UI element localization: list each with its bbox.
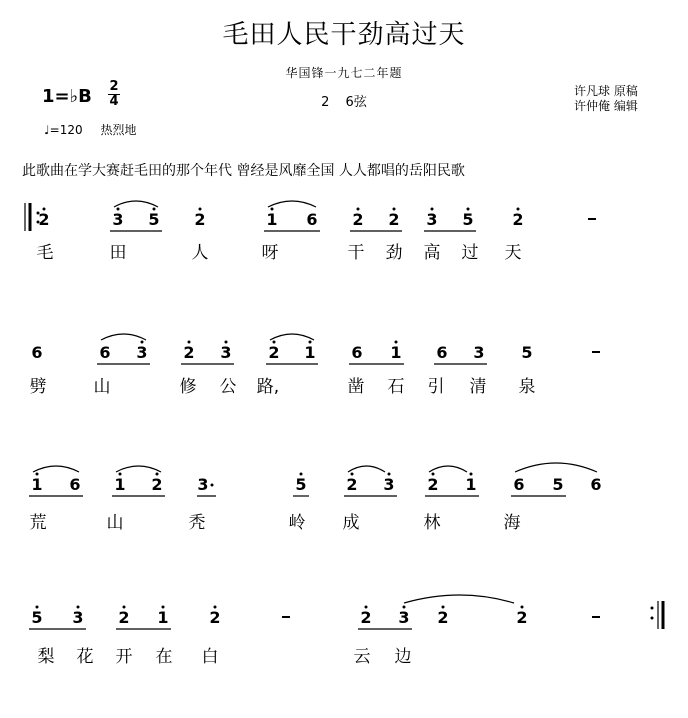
octave-dot-high: [271, 208, 274, 211]
octave-dot-high: [199, 208, 202, 211]
lyric: 秃: [188, 513, 206, 533]
note: 6: [31, 343, 43, 362]
octave-dot-high: [309, 341, 312, 344]
note: 3: [220, 343, 232, 362]
octave-dot-high: [357, 208, 360, 211]
note: 6: [351, 343, 363, 362]
octave-dot-high: [188, 341, 191, 344]
note: 6: [99, 343, 111, 362]
lyric: 修: [179, 377, 197, 397]
lyric: 山: [93, 377, 111, 397]
octave-dot-high: [273, 341, 276, 344]
note: 5: [552, 475, 564, 494]
octave-dot-high: [388, 473, 391, 476]
octave-dot-high: [162, 606, 165, 609]
lyric: 云: [353, 647, 371, 667]
note: 1: [266, 210, 278, 229]
octave-dot-high: [470, 473, 473, 476]
lyric: 成: [342, 513, 360, 533]
note: 3: [473, 343, 485, 362]
octave-dot-high: [467, 208, 470, 211]
note: 6: [306, 210, 318, 229]
lyric: 荒: [29, 513, 47, 533]
repeat-dot: [651, 617, 654, 620]
arranger-credit: 许仲俺 编辑: [574, 99, 638, 113]
note: 2: [388, 210, 400, 229]
note: 6: [513, 475, 525, 494]
lyric: 白: [201, 647, 219, 667]
composer-credit: 许凡球 原稿: [574, 84, 638, 98]
lyric: 高: [423, 243, 441, 263]
note: 5: [521, 343, 533, 362]
lyric: 花: [76, 647, 94, 667]
lyric: 海: [503, 513, 521, 533]
note: 6: [69, 475, 81, 494]
tie-slur: [101, 334, 146, 340]
note: 5: [31, 608, 43, 627]
note: 6: [590, 475, 602, 494]
octave-dot-high: [432, 473, 435, 476]
augmentation-dot: [211, 484, 214, 487]
note: 1: [390, 343, 402, 362]
lyric: 山: [106, 513, 124, 533]
octave-dot-high: [393, 208, 396, 211]
tie-slur: [268, 201, 316, 207]
note: 2: [437, 608, 449, 627]
octave-dot-high: [403, 606, 406, 609]
note: 3: [197, 475, 209, 494]
tie-slur: [515, 463, 597, 472]
time-sig-bottom: 4: [109, 94, 119, 109]
tie-slur: [270, 334, 314, 340]
note: 5: [148, 210, 160, 229]
note: 1: [114, 475, 126, 494]
note: 5: [295, 475, 307, 494]
key-signature: 1=♭B: [42, 86, 92, 107]
octave-dot-high: [517, 208, 520, 211]
octave-dot-high: [156, 473, 159, 476]
tempo-value: ♩=120: [44, 123, 83, 137]
subtitle: 华国锋一九七二年题: [285, 66, 403, 80]
lyric: 泉: [518, 377, 536, 397]
note: 6: [436, 343, 448, 362]
note: 3: [398, 608, 410, 627]
tie-slur: [348, 466, 385, 472]
octave-dot-high: [77, 606, 80, 609]
note: 5: [462, 210, 474, 229]
lyric: 呀: [261, 243, 279, 263]
tie-slur: [116, 466, 161, 472]
note: 2: [151, 475, 163, 494]
note: 3: [426, 210, 438, 229]
lyric: 梨: [37, 647, 55, 667]
lyric: 凿: [347, 377, 365, 397]
note: 2: [352, 210, 364, 229]
tie-slur: [114, 201, 158, 207]
lyric: 劈: [29, 377, 47, 397]
octave-dot-high: [36, 473, 39, 476]
lyric: 天: [504, 243, 522, 263]
lyric: 人: [191, 243, 209, 263]
lyric: 边: [394, 647, 412, 667]
octave-dot-high: [431, 208, 434, 211]
note: 2: [346, 475, 358, 494]
octave-dot-high: [141, 341, 144, 344]
lyric: 林: [423, 513, 441, 533]
octave-dot-high: [365, 606, 368, 609]
tie-slur: [33, 466, 79, 472]
octave-dot-high: [214, 606, 217, 609]
tie-slur: [429, 466, 467, 472]
note: 2: [427, 475, 439, 494]
note: 3: [136, 343, 148, 362]
octave-dot-high: [521, 606, 524, 609]
note: 3: [383, 475, 395, 494]
note: 2: [194, 210, 206, 229]
lyric: 过: [461, 243, 479, 263]
time-sig-top: 2: [109, 79, 119, 94]
lyric: 路,: [256, 377, 280, 397]
note: 2: [512, 210, 524, 229]
octave-dot-high: [225, 341, 228, 344]
repeat-dot: [651, 607, 654, 610]
octave-dot-high: [123, 606, 126, 609]
lyric: 清: [469, 377, 487, 397]
lyric: 田: [109, 243, 127, 263]
note: 1: [304, 343, 316, 362]
note: 3: [72, 608, 84, 627]
lyric: 劲: [385, 243, 403, 263]
octave-dot-high: [351, 473, 354, 476]
lyric: 干: [347, 243, 365, 263]
octave-dot-high: [153, 208, 156, 211]
note: 2: [516, 608, 528, 627]
note: 3: [112, 210, 124, 229]
octave-dot-high: [442, 606, 445, 609]
lyric: 石: [387, 377, 405, 397]
song-note: 此歌曲在学大赛赶毛田的那个年代 曾经是风靡全国 人人都唱的岳阳民歌: [22, 163, 465, 179]
octave-dot-high: [300, 473, 303, 476]
song-title: 毛田人民干劲高过天: [222, 20, 466, 50]
octave-dot-high: [395, 341, 398, 344]
octave-dot-high: [43, 208, 46, 211]
lyric: 公: [219, 377, 237, 397]
string-tuning: 2 6弦: [321, 95, 367, 110]
note: 1: [31, 475, 43, 494]
lyric: 引: [427, 377, 445, 397]
lyric: 岭: [288, 513, 306, 533]
lyric: 在: [155, 647, 173, 667]
note: 2: [209, 608, 221, 627]
note: 1: [157, 608, 169, 627]
octave-dot-high: [119, 473, 122, 476]
octave-dot-high: [117, 208, 120, 211]
mood-marking: 热烈地: [100, 123, 137, 137]
note: 2: [360, 608, 372, 627]
note: 2: [118, 608, 130, 627]
tie-slur: [404, 595, 514, 603]
note: 2: [38, 210, 50, 229]
note: 1: [465, 475, 477, 494]
lyric: 开: [115, 647, 133, 667]
note: 2: [183, 343, 195, 362]
lyric: 毛: [36, 243, 54, 263]
note: 2: [268, 343, 280, 362]
octave-dot-high: [36, 606, 39, 609]
